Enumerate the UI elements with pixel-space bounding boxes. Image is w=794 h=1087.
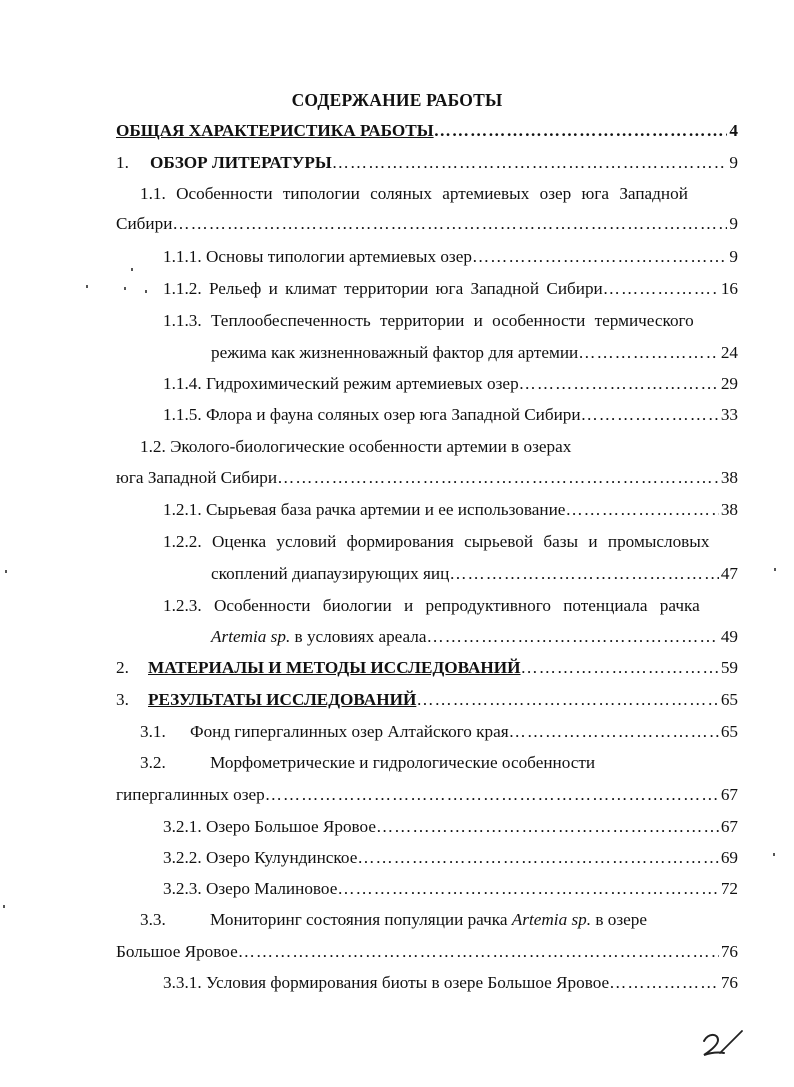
- toc-entry-label: гипергалинных озер: [116, 785, 265, 804]
- toc-entry-3-2-2: [163, 847, 738, 869]
- toc-entry-label: 3.2.3. Озеро Малиновое: [163, 879, 338, 898]
- toc-entry-3-2-1: [163, 816, 738, 838]
- leader-dots: [357, 847, 718, 869]
- toc-page-number: 67: [720, 785, 738, 804]
- toc-entry-number: 3.3.: [140, 910, 166, 929]
- toc-page-number: 9: [729, 247, 738, 266]
- scan-speck: [774, 568, 776, 571]
- toc-page-number: 69: [720, 848, 738, 867]
- scan-speck: [5, 570, 7, 573]
- toc-entry-1-2-2-line1: 1.2.2. Оценка условий формирования сырьевой базы и промысловых: [163, 532, 710, 551]
- toc-entry-1-2-3-line1: 1.2.3. Особенности биологии и репродуктивного потенциала рачка: [163, 596, 700, 615]
- toc-entry-1-1-3-line1: 1.1.3. Теплообеспеченность территории и особенности термического: [163, 311, 694, 330]
- toc-page-number: 4: [729, 121, 738, 140]
- leader-dots: [509, 721, 719, 743]
- toc-entry-label: ОБЩАЯ ХАРАКТЕРИСТИКА РАБОТЫ: [116, 121, 434, 140]
- handwritten-page-number-drawing: [698, 1025, 748, 1059]
- toc-entry-number: 1.: [116, 153, 129, 172]
- toc-entry-label: 1.1.5. Флора и фауна соляных озер юга Западной Сибири: [163, 405, 581, 424]
- toc-entry-number: 3.: [116, 690, 129, 709]
- toc-page-number: 65: [720, 722, 738, 741]
- toc-entry-label: юга Западной Сибири: [116, 468, 278, 487]
- toc-page-number: 76: [720, 942, 738, 961]
- toc-entry-1-1-4: [163, 373, 738, 395]
- toc-entry-1-2-1: [163, 499, 738, 521]
- toc-page-number: 33: [720, 405, 738, 424]
- toc-entry-3-3-line1: [140, 909, 647, 931]
- toc-entry-number: 3.1.: [140, 722, 166, 741]
- toc-page-number: 49: [720, 627, 738, 646]
- toc-page-number: 29: [720, 374, 738, 393]
- toc-entry-label: Мониторинг состояния популяции рачка: [210, 910, 512, 929]
- toc-entry-chapter-2: [116, 657, 738, 679]
- toc-entry-3-1: [140, 721, 738, 743]
- toc-entry-label: 3.2.2. Озеро Кулундинское: [163, 848, 358, 867]
- toc-entry-1-1-3-line2: [211, 342, 738, 364]
- toc-entry-1-2-line1: 1.2. Эколого-биологические особенности артемии в озерах: [140, 437, 572, 456]
- toc-entry-3-3-line2: [116, 941, 738, 963]
- leader-dots: [427, 626, 719, 648]
- toc-entry-label: в условиях ареала: [290, 627, 427, 646]
- scan-speck: [3, 905, 5, 908]
- leader-dots: [609, 972, 719, 994]
- toc-entry-label: 3.3.1. Условия формирования биоты в озере Большое Яровое: [163, 973, 610, 992]
- toc-entry-label: Сибири: [116, 214, 173, 233]
- toc-entry-number: 3.2.: [140, 753, 166, 772]
- toc-page-number: 9: [729, 214, 738, 233]
- leader-dots: [376, 816, 719, 838]
- leader-dots: [238, 941, 719, 963]
- toc-entry-label: 1.1.1. Основы типологии артемиевых озер: [163, 247, 472, 266]
- toc-entry-label: 1.1. Особенности типологии соляных артемиевых озер юга Западной: [140, 184, 688, 203]
- toc-entry-label: 3.2.1. Озеро Большое Яровое: [163, 817, 376, 836]
- scan-speck: [131, 268, 133, 271]
- leader-dots: [565, 499, 718, 521]
- toc-entry-1-2-2-line2: [211, 563, 738, 585]
- leader-dots: [337, 878, 718, 900]
- toc-entry-1-2-3-line2: [211, 626, 738, 648]
- toc-entry-chapter-1: [116, 152, 738, 174]
- leader-dots: [581, 404, 719, 426]
- leader-dots: [449, 563, 719, 585]
- toc-entry-3-2-line1: [140, 752, 595, 774]
- toc-page-number: 67: [720, 817, 738, 836]
- toc-entry-label: 1.1.2. Рельеф и климат территории юга Западной Сибири: [163, 279, 603, 298]
- toc-entry-label: Морфометрические и гидрологические особенности: [210, 753, 596, 772]
- leader-dots: [172, 213, 727, 235]
- toc-entry-general: [116, 120, 738, 142]
- toc-entry-label: ОБЗОР ЛИТЕРАТУРЫ: [150, 153, 332, 172]
- toc-entry-label: МАТЕРИАЛЫ И МЕТОДЫ ИССЛЕДОВАНИЙ: [148, 658, 521, 677]
- toc-entry-label: 1.2.1. Сырьевая база рачка артемии и ее использование: [163, 500, 566, 519]
- toc-entry-number: 2.: [116, 658, 129, 677]
- toc-entry-label: 1.1.4. Гидрохимический режим артемиевых озер: [163, 374, 519, 393]
- leader-dots: [277, 467, 719, 489]
- toc-page-number: 9: [729, 153, 738, 172]
- scan-speck: [124, 287, 126, 290]
- toc-entry-label: скоплений диапаузирующих яиц: [211, 564, 450, 583]
- leader-dots: [332, 152, 728, 174]
- toc-entry-label: Большое Яровое: [116, 942, 238, 961]
- scan-speck: [145, 290, 147, 293]
- toc-entry-3-2-line2: [116, 784, 738, 806]
- toc-entry-1-1-1: [163, 246, 738, 268]
- toc-page-number: 38: [720, 468, 738, 487]
- leader-dots: [521, 657, 719, 679]
- toc-page-number: 72: [720, 879, 738, 898]
- leader-dots: [434, 120, 728, 142]
- leader-dots: [472, 246, 727, 268]
- toc-entry-1-1-5: [163, 404, 738, 426]
- species-name: Artemia sp.: [211, 627, 291, 646]
- toc-page-number: 59: [720, 658, 738, 677]
- leader-dots: [416, 689, 718, 711]
- toc-page-number: 24: [720, 343, 738, 362]
- leader-dots: [519, 373, 719, 395]
- toc-entry-label: режима как жизненноважный фактор для артемии: [211, 343, 579, 362]
- scan-speck: [86, 285, 88, 288]
- toc-entry-1-1-line2: [116, 213, 738, 235]
- leader-dots: [603, 278, 719, 300]
- toc-page-number: 38: [720, 500, 738, 519]
- toc-entry-3-3-1: [163, 972, 738, 994]
- toc-page-number: 76: [720, 973, 738, 992]
- leader-dots: [578, 342, 719, 364]
- species-name: Artemia sp.: [511, 910, 592, 929]
- toc-page-number: 47: [720, 564, 738, 583]
- leader-dots: [265, 784, 719, 806]
- toc-entry-label: в озере: [591, 910, 647, 929]
- toc-entry-1-1-2: [163, 278, 738, 300]
- scan-speck: [773, 853, 775, 856]
- handwritten-page-number: [698, 1025, 748, 1064]
- toc-entry-label: РЕЗУЛЬТАТЫ ИССЛЕДОВАНИЙ: [148, 690, 417, 709]
- toc-entry-1-2-line2: [116, 467, 738, 489]
- toc-page-number: 16: [720, 279, 738, 298]
- toc-entry-label: Фонд гипергалинных озер Алтайского края: [190, 722, 509, 741]
- toc-entry-chapter-3: [116, 689, 738, 711]
- toc-page-number: 65: [720, 690, 738, 709]
- page-title: СОДЕРЖАНИЕ РАБОТЫ: [291, 90, 503, 110]
- toc-entry-1-1-line1: [140, 183, 742, 205]
- toc-entry-3-2-3: [163, 878, 738, 900]
